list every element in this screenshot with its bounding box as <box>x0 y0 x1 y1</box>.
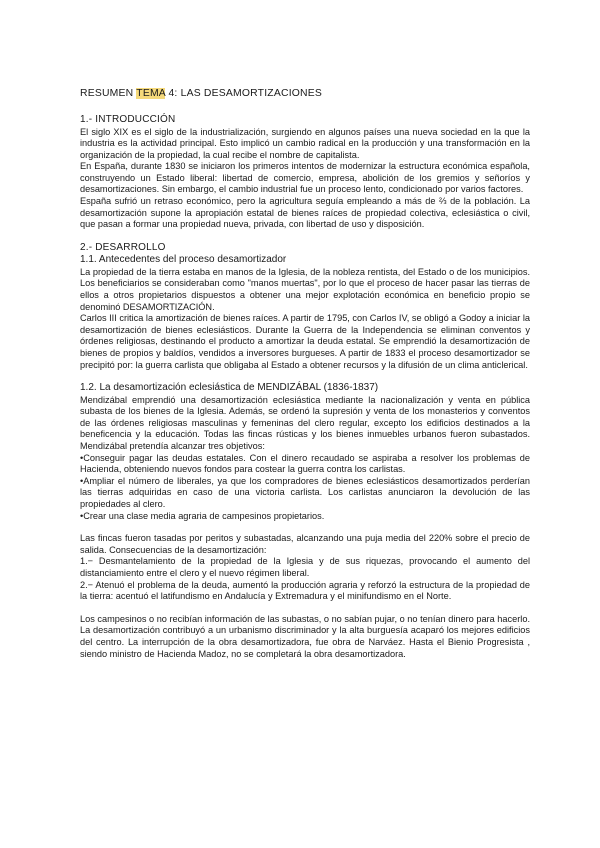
paragraph: Mendizábal emprendió una desamortización eclesiástica mediante la nacionalización y venta en pública subasta de los bienes de la Iglesia. Además, se ordenó la supresión y venta de los monasterios y conventos de las órdenes religiosas masculinas y femeninas del clero regular, excepto los edificios destinados a la beneficencia y la educación. Todas las fincas rústicas y los bienes inmuebles urbanos fueron subastados. Mendizábal pretendía alcanzar tres objetivos: <box>80 394 530 452</box>
paragraph: El siglo XIX es el siglo de la industrialización, surgiendo en algunos países una nueva sociedad en la que la industria es la actividad principal. Esto implicó un cambio radical en la producción y una transformación en la organización de la propiedad, la cual recibe el nombre de capitalista. <box>80 126 530 160</box>
paragraph: España sufrió un retraso económico, pero la agricultura seguía empleando a más de ⅔ de la población. La desamortización supone la apropiación estatal de bienes raíces de propiedad colectiva, eclesiástica o civil, que pasan a formar una propiedad nueva, privada, con libertad de uso y disposición. <box>80 196 530 230</box>
numbered-item: 1.− Desmantelamiento de la propiedad de la Iglesia y de sus riquezas, provocando el aumento del distanciamiento entre el clero y el nuevo régimen liberal. <box>80 556 530 578</box>
paragraph: En España, durante 1830 se iniciaron los primeros intentos de modernizar la estructura económica española, construyendo un Estado liberal: libertad de comercio, empresa, abolición de los gremios y señoríos y desamortizaciones. Sin embargo, el cambio industrial fue un proceso lento, condicionado por varios factores. <box>80 161 530 195</box>
document-title <box>80 87 530 100</box>
paragraph: La propiedad de la tierra estaba en manos de la Iglesia, de la nobleza rentista, del Estado o de los municipios. Los beneficiarios se consideraban como "manos muertas", por lo que el proceso de hacer pasar las tierras de ellos a otros propietarios dispuestos a obtener una mejor explotación económica en beneficio propio se denominó DESAMORTIZACIÓN. <box>80 266 530 312</box>
numbered-item: 2.− Atenuó el problema de la deuda, aumentó la producción agraria y reforzó la estructura de la propiedad de la tierra: acentuó el latifundismo en Andalucía y Extremadura y el minifundismo en el Norte. <box>80 579 530 602</box>
subsection-1-1-heading: 1.1. Antecedentes del proceso desamortizador <box>80 254 287 266</box>
title-suffix: 4: LAS DESAMORTIZACIONES <box>165 88 323 99</box>
section-1-heading: 1.- INTRODUCCIÓN <box>80 114 176 125</box>
bullet-item: •Conseguir pagar las deudas estatales. Con el dinero recaudado se aspiraba a resolver los problemas de Hacienda, obteniendo nuevos fondos para costear la guerra contra los carlistas. <box>80 452 530 475</box>
section-2-heading: 2.- DESARROLLO <box>80 241 166 253</box>
bullet-item: •Crear una clase media agraria de campesinos propietarios. <box>80 510 325 521</box>
document-page <box>80 87 530 660</box>
subsection-1-2-heading: 1.2. La desamortización eclesiástica de MENDIZÁBAL (1836-1837) <box>80 382 379 394</box>
paragraph: Las fincas fueron tasadas por peritos y subastadas, alcanzando una puja media del 220% sobre el precio de salida. Consecuencias de la desamortización: <box>80 533 530 555</box>
paragraph: Carlos III critica la amortización de bienes raíces. A partir de 1795, con Carlos IV, se obligó a Godoy a iniciar la desamortización de bienes eclesiásticos. Durante la Guerra de la Independencia se eliminan conventos y órdenes religiosas, destinando el producto a amortizar la deuda estatal. Se emprendió la desamortización de bienes de propios y baldíos, vendidos a inversores burgueses. A partir de 1833 el proceso desamortizador se precipitó por: la guerra carlista que obligaba al Estado a obtener recursos y la difusión de un clima anticlerical. <box>80 313 530 370</box>
title-highlight: TEMA <box>136 88 166 99</box>
title-prefix: RESUMEN <box>80 88 137 99</box>
paragraph: Los campesinos o no recibían información de las subastas, o no sabían pujar, o no tenían dinero para hacerlo. La desamortización contribuyó a un urbanismo discriminador y la alta burguesía acaparó los mejores edificios del centro. La interrupción de la obra desamortizadora, fue obra de Narváez. Hasta el Bienio Progresista , siendo ministro de Hacienda Madoz, no se completará la obra desamortizadora. <box>80 613 530 659</box>
bullet-item: •Ampliar el número de liberales, ya que los compradores de bienes eclesiásticos desamortizados perderían las tierras adquiridas en caso de una victoria carlista. Los carlistas anunciaron la devolución de las propiedades al clero. <box>80 475 530 510</box>
